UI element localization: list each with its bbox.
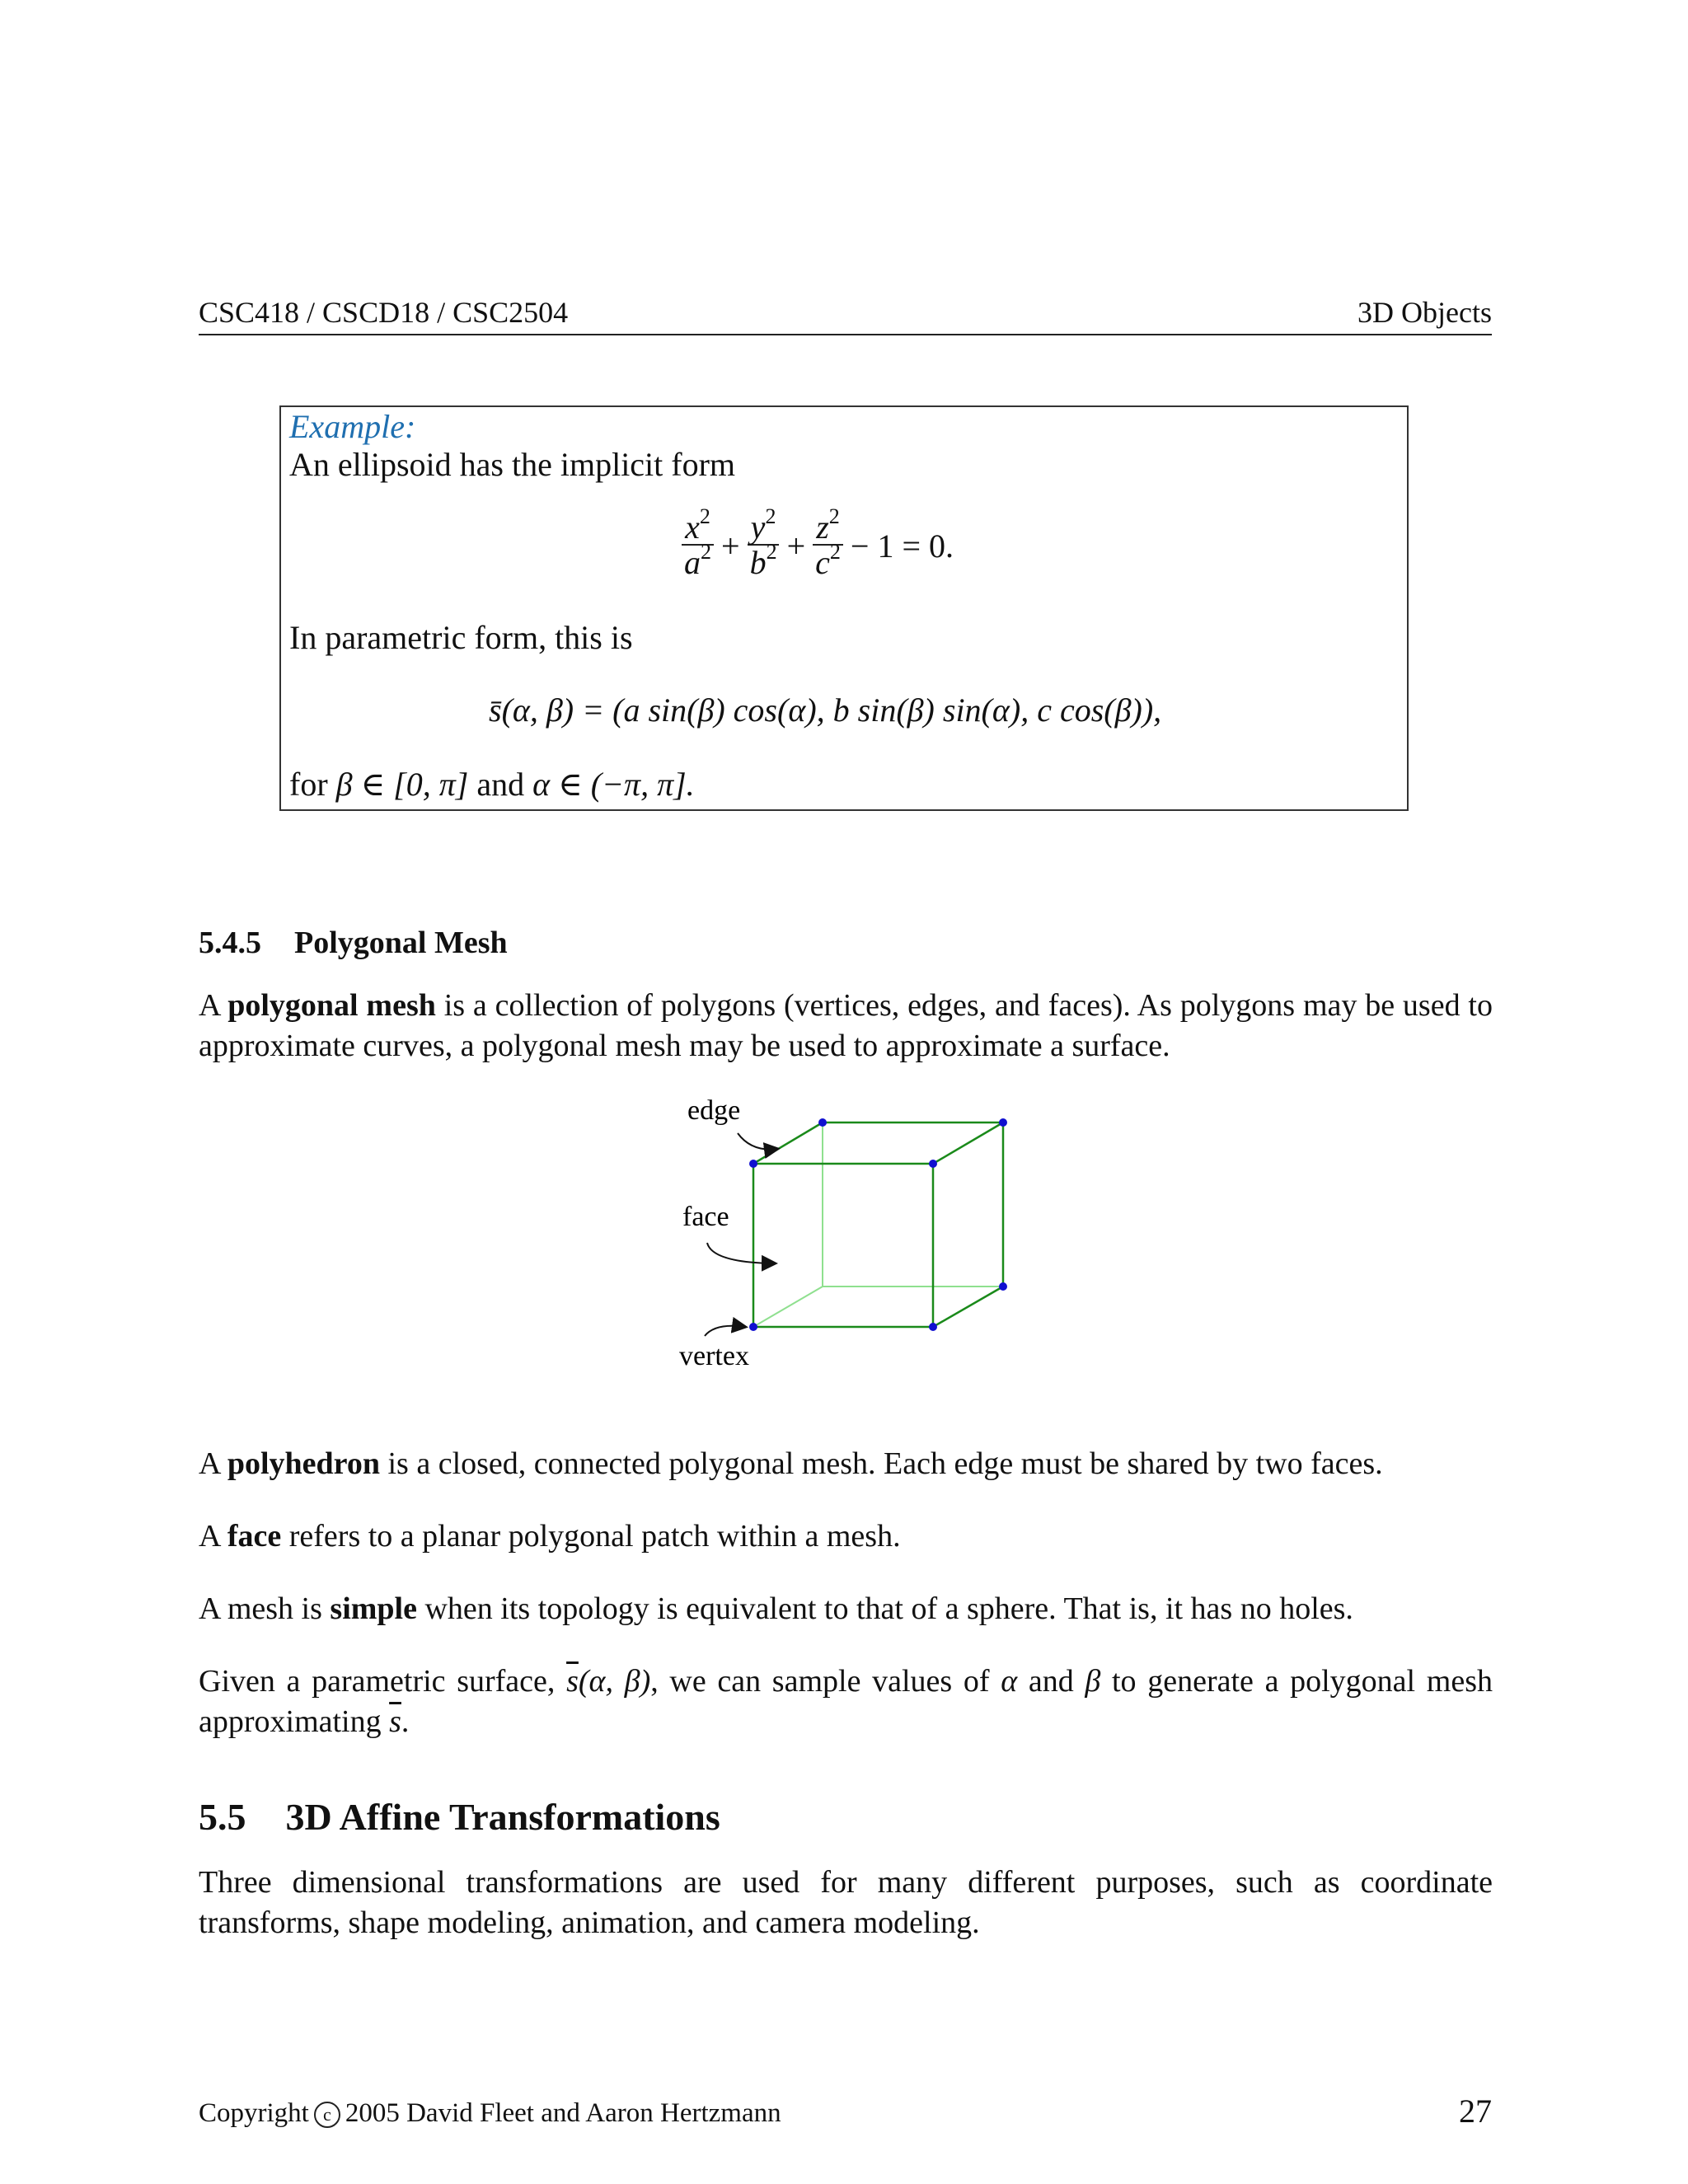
vertex-dot — [749, 1160, 757, 1168]
mesh-paragraph: A polygonal mesh is a collection of polygons (vertices, edges, and faces). As polygons may be used to approximate curves, a polygonal mesh may be used to approximate a surface. — [199, 988, 1493, 1063]
section-heading: 5.5 3D Affine Transformations — [199, 1796, 720, 1838]
example-intro: An ellipsoid has the implicit form — [289, 446, 736, 483]
vertex-dot — [929, 1160, 937, 1168]
fraction-y: $\frac{y^2}{b^2}$ — [747, 511, 781, 580]
edge-bottom-right — [933, 1286, 1003, 1327]
hidden-edges — [753, 1122, 1003, 1327]
edge-top-right — [933, 1122, 1003, 1164]
face-label: face — [682, 1202, 729, 1232]
running-header-course: CSC418 / CSCD18 / CSC2504 — [199, 296, 569, 329]
vertex-dot — [749, 1323, 757, 1331]
vertex-label: vertex — [679, 1341, 749, 1371]
parameter-range: for β ∈ [0, π] and α ∈ (−π, π]. — [289, 766, 695, 803]
hidden-edge — [753, 1286, 823, 1327]
vertex-arrow — [705, 1326, 745, 1336]
equation-tail: − 1 = 0. — [850, 527, 954, 565]
subsection-heading: 5.4.5 Polygonal Mesh — [199, 926, 508, 960]
fraction-x: $\frac{x^2}{a^2}$ — [681, 511, 715, 580]
edge-top-left — [753, 1122, 823, 1164]
vertex-dot — [818, 1118, 827, 1127]
copyright-footer: Copyright c 2005 David Fleet and Aaron Hertzmann — [199, 2098, 781, 2128]
vertex-dot — [999, 1282, 1007, 1291]
header-rule — [199, 334, 1492, 335]
edge-arrow — [738, 1133, 777, 1150]
implicit-equation: $\frac{x^2}{a^2}$ + $\frac{y^2}{b^2}$ + $\frac{z^2}{c^2}$ − 1 = 0. — [676, 511, 954, 580]
running-header-chapter: 3D Objects — [1357, 296, 1492, 329]
sampling-paragraph: Given a parametric surface, $\overline{s}(\alpha$, β), we can sample values of α and β to generate a polygonal mesh approximating $\overline{s}$. — [199, 1664, 1493, 1739]
vertex-dot — [929, 1323, 937, 1331]
copyright-icon: c — [314, 2102, 340, 2128]
vertex-dot — [999, 1118, 1007, 1127]
parametric-intro: In parametric form, this is — [289, 619, 633, 656]
vertices — [749, 1118, 1007, 1331]
polyhedron-definition: A polyhedron is a closed, connected polygonal mesh. Each edge must be shared by two faces. — [199, 1446, 1383, 1481]
example-label: Example: — [289, 408, 416, 445]
edge-label: edge — [687, 1095, 741, 1126]
fraction-z: $\frac{z^2}{c^2}$ — [812, 511, 844, 580]
simple-definition: A mesh is simple when its topology is equivalent to that of a sphere. That is, it has no holes. — [199, 1591, 1353, 1626]
face-definition: A face refers to a planar polygonal patch within a mesh. — [199, 1519, 901, 1554]
cube-mesh-figure — [643, 1088, 1039, 1385]
front-face — [753, 1164, 933, 1327]
page-number: 27 — [1459, 2093, 1492, 2130]
transform-paragraph: Three dimensional transformations are used for many different purposes, such as coordinate transforms, shape modeling, animation, and camera modeling. — [199, 1865, 1493, 1940]
front-edges — [753, 1122, 1003, 1327]
parametric-equation: s̄(α, β) = (a sin(β) cos(α), b sin(β) sin(α), c cos(β)), — [489, 691, 1162, 729]
face-arrow — [707, 1243, 775, 1263]
